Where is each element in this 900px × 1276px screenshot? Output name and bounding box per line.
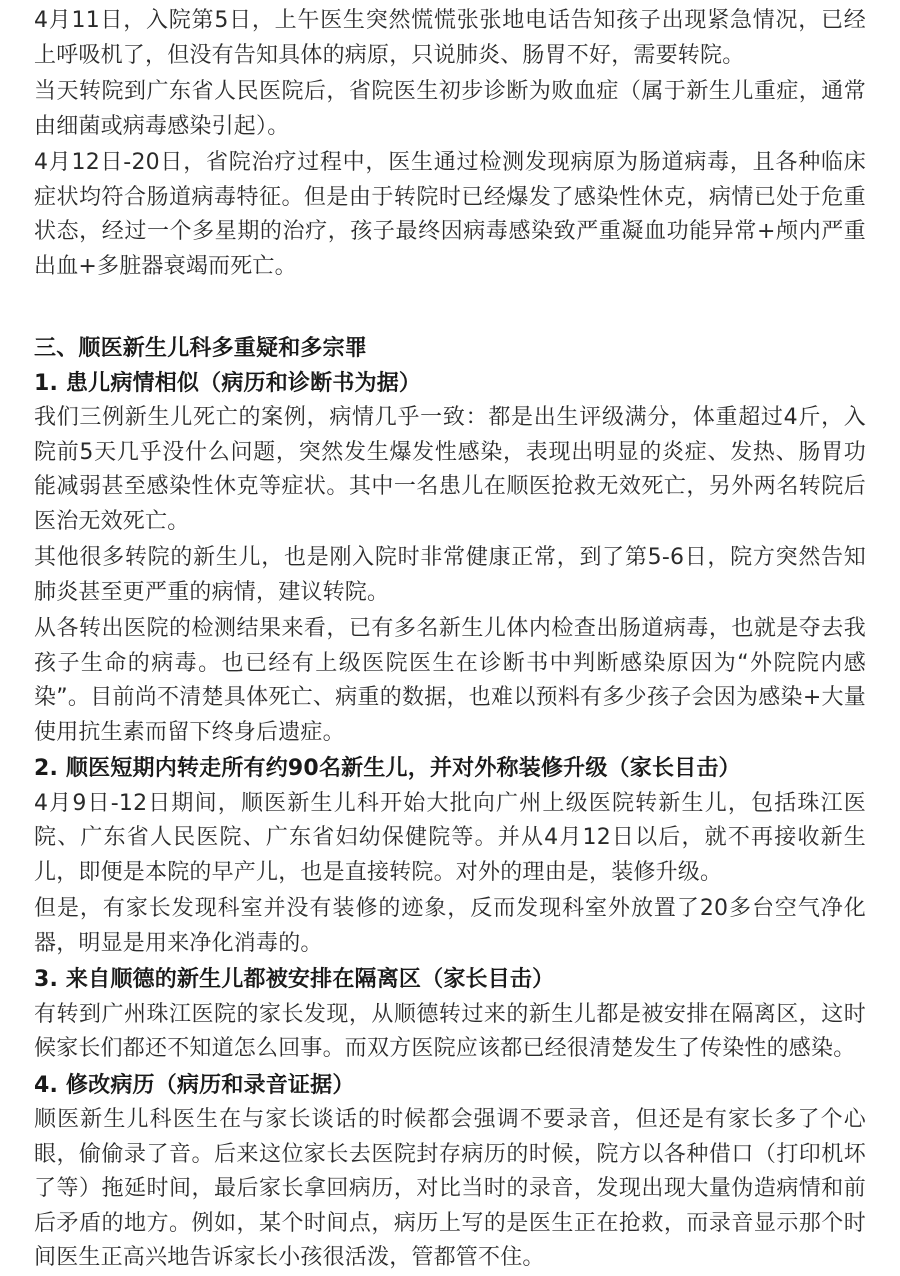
section-3-heading: 三、顺医新生儿科多重疑和多宗罪 bbox=[34, 336, 368, 361]
item-4-paragraph: 顺医新生儿科医生在与家长谈话的时候都会强调不要录音，但还是有家长多了个心眼，偷偷录了音。后来这位家长去医院封存病历的时候，院方以各种借口（打印机坏了等）拖延时间，最后家长拿回病历，对比当时的录音，发现出现大量伪造病情和前后矛盾的地方。例如，某个时间点，病历上写的是医生正在抢救，而录音显示那个时间医生正高兴地告诉家长小孩很活泼，管都管不住。 bbox=[34, 1107, 866, 1270]
intro-paragraph-2: 当天转院到广东省人民医院后，省院医生初步诊断为败血症（属于新生儿重症，通常由细菌或病毒感染引起）。 bbox=[34, 79, 866, 139]
item-1-paragraph: 其他很多转院的新生儿，也是刚入院时非常健康正常，到了第5-6日，院方突然告知肺炎甚至更严重的病情，建议转院。 bbox=[34, 545, 866, 605]
item-2-heading: 2. 顺医短期内转走所有约90名新生儿，并对外称装修升级（家长目击） bbox=[34, 756, 741, 781]
item-3-paragraph: 有转到广州珠江医院的家长发现，从顺德转过来的新生儿都是被安排在隔离区，这时候家长们都还不知道怎么回事。而双方医院应该都已经很清楚发生了传染性的感染。 bbox=[34, 1001, 866, 1061]
item-1-heading: 1. 患儿病情相似（病历和诊断书为据） bbox=[34, 370, 422, 396]
section-spacer bbox=[34, 286, 866, 332]
item-1-paragraph: 从各转出医院的检测结果来看，已有多名新生儿体内检查出肠道病毒，也就是夺去我孩子生命的病毒。也已经有上级医院医生在诊断书中判断感染原因为“外院院内感染”。目前尚不清楚具体死亡、病重的数据，也难以预料有多少孩子会因为感染+大量使用抗生素而留下终身后遗症。 bbox=[34, 616, 866, 745]
item-2-paragraph: 4月9日-12日期间，顺医新生儿科开始大批向广州上级医院转新生儿，包括珠江医院、广东省人民医院、广东省妇幼保健院等。并从4月12日以后，就不再接收新生儿，即便是本院的早产儿，也是直接转院。对外的理由是，装修升级。 bbox=[34, 790, 866, 885]
intro-paragraph-3: 4月12日-20日，省院治疗过程中，医生通过检测发现病原为肠道病毒，且各种临床症状均符合肠道病毒特征。但是由于转院时已经爆发了感染性休克，病情已处于危重状态，经过一个多星期的治疗，孩子最终因病毒感染致严重凝血功能异常+颅内严重出血+多脏器衰竭而死亡。 bbox=[34, 150, 866, 279]
item-4-heading: 4. 修改病历（病历和录音证据） bbox=[34, 1072, 355, 1098]
item-1-paragraph: 我们三例新生儿死亡的案例，病情几乎一致：都是出生评级满分，体重超过4斤，入院前5天几乎没什么问题，突然发生爆发性感染，表现出明显的炎症、发热、肠胃功能减弱甚至感染性休克等症状。其中一名患儿在顺医抢救无效死亡，另外两名转院后医治无效死亡。 bbox=[34, 405, 866, 534]
intro-paragraph-1: 4月11日，入院第5日，上午医生突然慌慌张张地电话告知孩子出现紧急情况，已经上呼吸机了，但没有告知具体的病原，只说肺炎、肠胃不好，需要转院。 bbox=[34, 8, 866, 68]
item-2-paragraph: 但是，有家长发现科室并没有装修的迹象，反而发现科室外放置了20多台空气净化器，明显是用来净化消毒的。 bbox=[34, 896, 866, 956]
item-3-heading: 3. 来自顺德的新生儿都被安排在隔离区（家长目击） bbox=[34, 967, 555, 992]
